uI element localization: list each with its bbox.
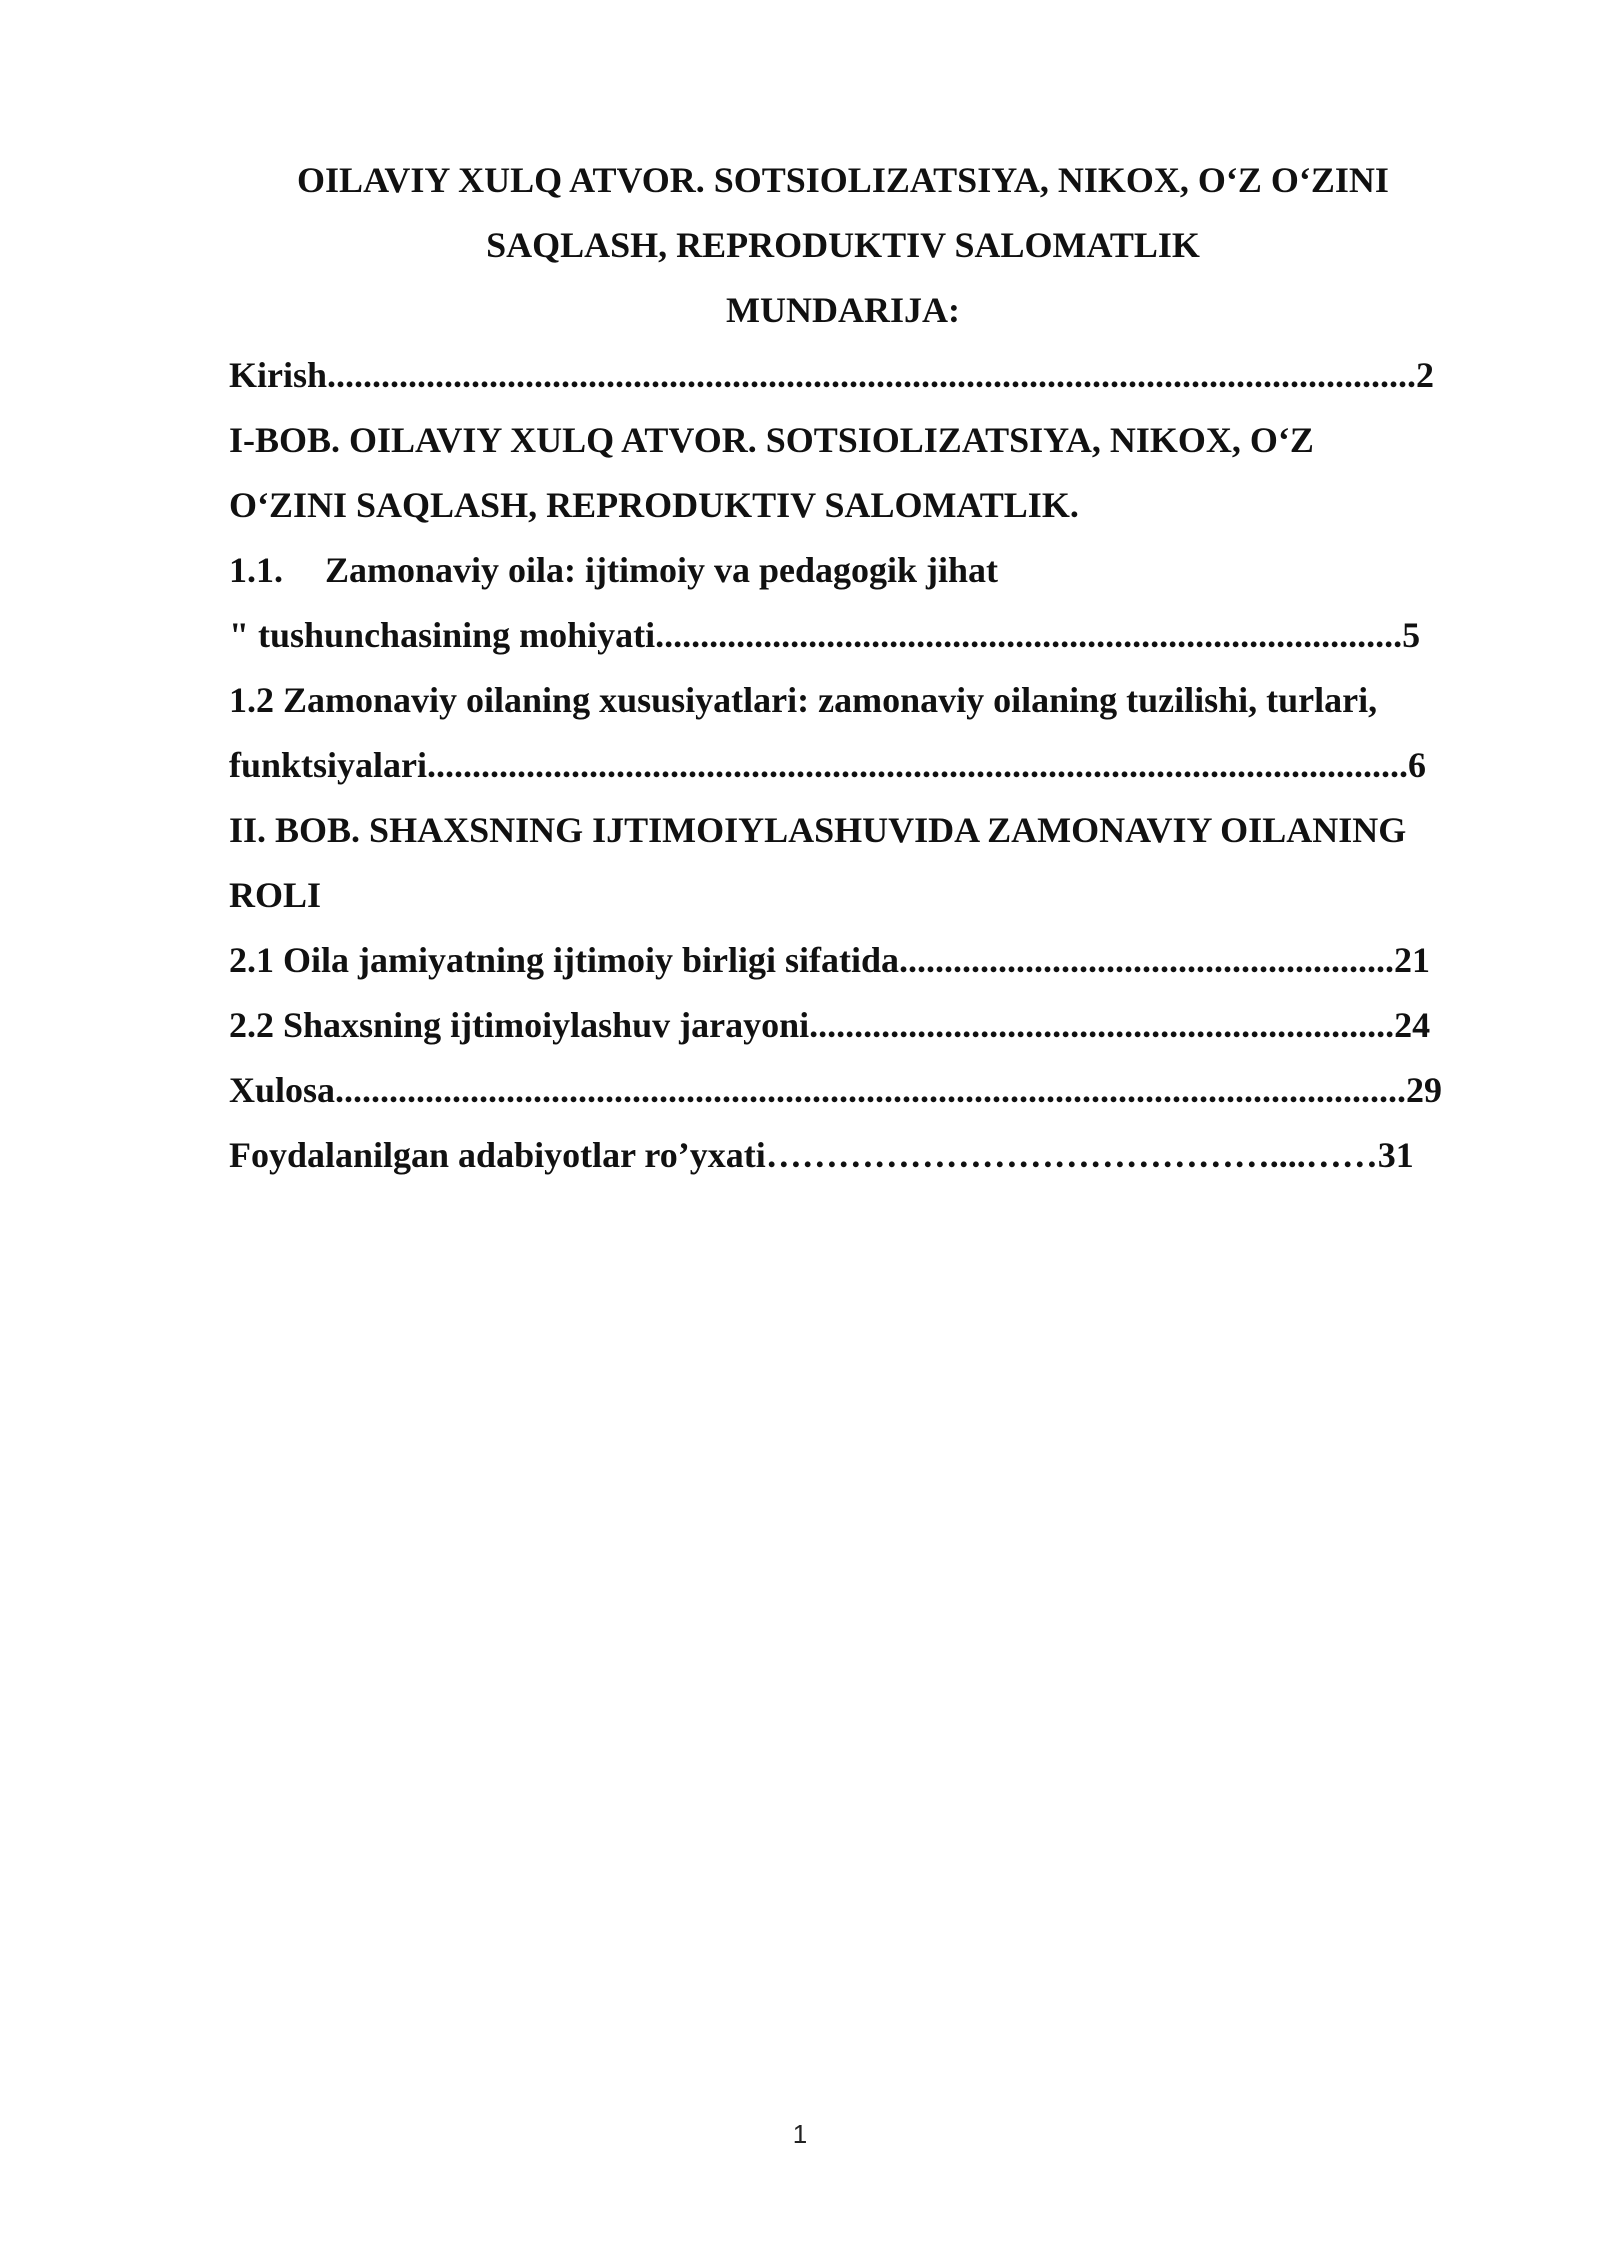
toc-chapter-2-title-line-2: ROLI <box>229 875 322 915</box>
toc-section-1-1 <box>229 538 1493 603</box>
toc-section-2-2: 2.2 Shaxsning ijtimoiylashuv jarayoni.................................................................24 <box>229 1005 1431 1045</box>
toc-entry-references: Foydalanilgan adabiyotlar ro’yxati……………………………………....……31 <box>229 1135 1414 1175</box>
toc-section-1-2: 1.2 Zamonaviy oilaning xususiyatlari: zamonaviy oilaning tuzilishi, turlari, <box>229 680 1378 720</box>
toc-heading: MUNDARIJA: <box>726 290 960 330</box>
page-content <box>229 148 1493 1188</box>
document-title-line-1: OILAVIY XULQ ATVOR. SOTSIOLIZATSIYA, NIKOX, O‘Z O‘ZINI <box>297 160 1389 200</box>
toc-chapter-1-title-line-1: I-BOB. OILAVIY XULQ ATVOR. SOTSIOLIZATSIYA, NIKOX, O‘Z <box>229 420 1314 460</box>
toc-chapter-2-title-line-1: II. BOB. SHAXSNING IJTIMOIYLASHUVIDA ZAMONAVIY OILANING <box>229 810 1407 850</box>
toc-section-1-1-continued: " tushunchasining mohiyati...................................................................................5 <box>229 615 1421 655</box>
document-title-line-2: SAQLASH, REPRODUKTIV SALOMATLIK <box>486 225 1200 265</box>
toc-entry-introduction: Kirish.........................................................................................................................2 <box>229 355 1435 395</box>
page-number: 1 <box>792 2119 808 2149</box>
toc-section-title: Zamonaviy oila: ijtimoiy va pedagogik jihat <box>325 550 999 590</box>
toc-section-1-2-continued: funktsiyalari.............................................................................................................6 <box>229 745 1427 785</box>
toc-section-2-1: 2.1 Oila jamiyatning ijtimoiy birligi sifatida.......................................................21 <box>229 940 1431 980</box>
toc-chapter-1-title-line-2: O‘ZINI SAQLASH, REPRODUKTIV SALOMATLIK. <box>229 485 1079 525</box>
toc-entry-conclusion: Xulosa.......................................................................................................................29 <box>229 1070 1443 1110</box>
toc-section-number: 1.1. <box>229 550 283 590</box>
